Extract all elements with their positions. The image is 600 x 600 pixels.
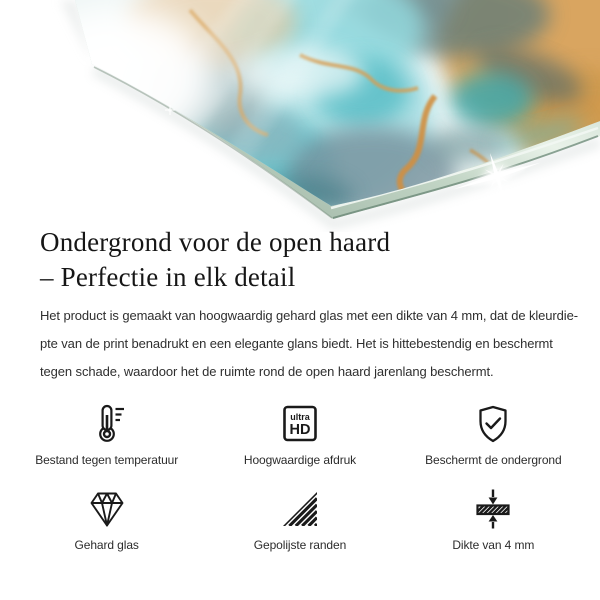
ultra-hd-icon-text-bottom: HD: [289, 422, 311, 438]
feature-label: Hoogwaardige afdruk: [243, 453, 357, 467]
feature-label: Gehard glas: [74, 538, 139, 552]
feature-protects-surface: [397, 402, 590, 467]
feature-high-quality-print: [203, 402, 396, 467]
feature-label: Gepolijste randen: [253, 538, 347, 552]
ultra-hd-icon: [278, 402, 322, 446]
page-title-line1: Ondergrond voor de open haard: [40, 227, 391, 257]
feature-temperature-resistant: [10, 402, 203, 467]
product-image: [0, 0, 600, 232]
feature-thickness: [397, 487, 590, 552]
thickness-arrows-icon: [471, 487, 515, 531]
description-line: Het product is gemaakt van hoogwaardig gehard glas met een dikte van 4 mm, dat de kleurdie-: [40, 308, 578, 323]
page-title: [40, 225, 390, 295]
glass-panel-photo: [0, 0, 600, 232]
features-grid: [10, 402, 590, 552]
diamond-icon: [85, 487, 129, 531]
feature-label: Bestand tegen temperatuur: [35, 453, 179, 467]
feature-label: Dikte van 4 mm: [452, 538, 535, 552]
thermometer-icon: [85, 402, 129, 446]
page-title-line2: – Perfectie in elk detail: [40, 262, 296, 292]
shield-check-icon: [471, 402, 515, 446]
polished-edges-icon: [278, 487, 322, 531]
ultra-hd-icon-text-top: ultra: [290, 412, 310, 422]
description-line: pte van de print benadrukt en een elegante glans biedt. Het is hittebestendig en beschermt: [40, 336, 553, 351]
description-line: tegen schade, waardoor het de ruimte rond de open haard jarenlang beschermt.: [40, 364, 494, 379]
feature-tempered-glass: [10, 487, 203, 552]
feature-label: Beschermt de ondergrond: [425, 453, 562, 467]
feature-polished-edges: [203, 487, 396, 552]
product-description-text: [40, 302, 578, 386]
